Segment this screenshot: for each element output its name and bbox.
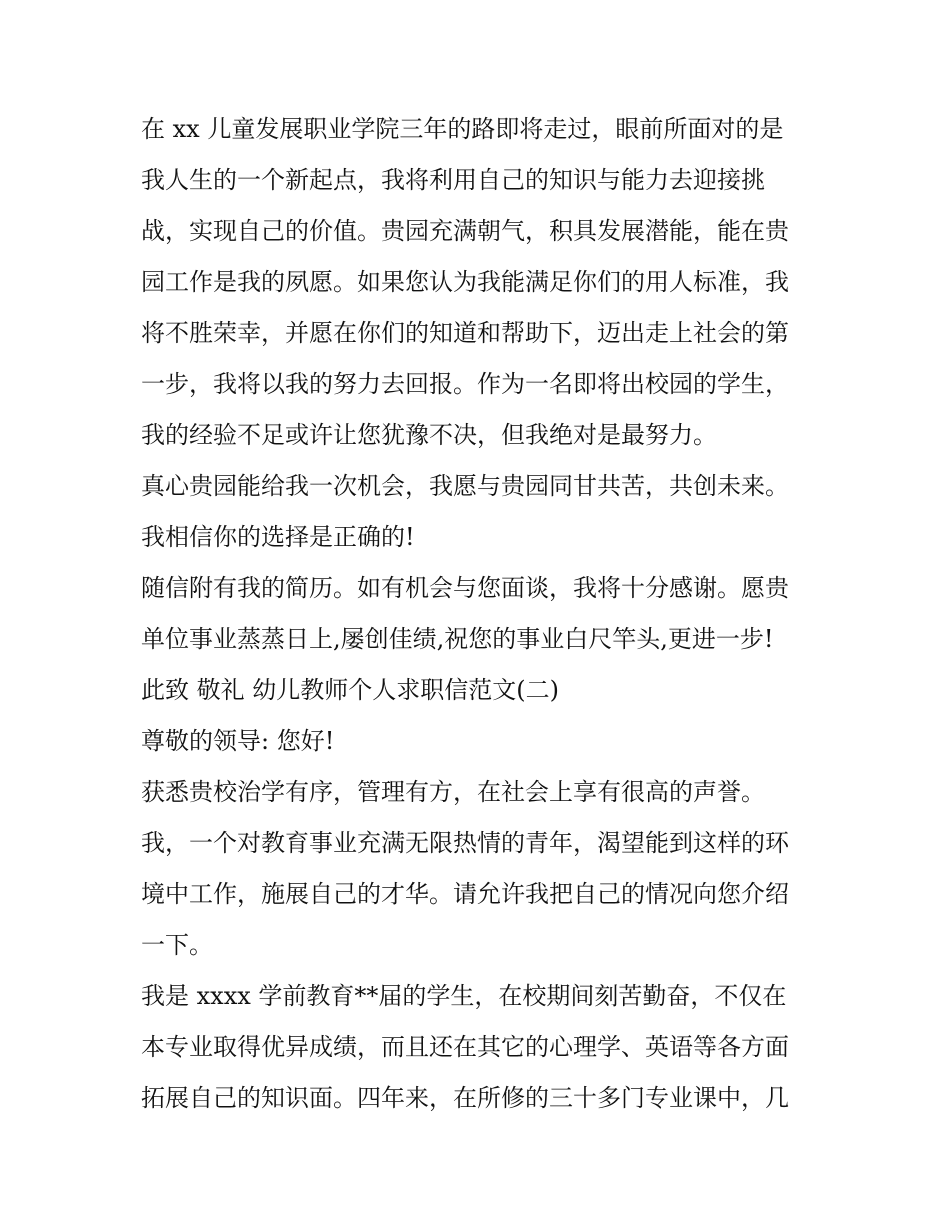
text-line: 战，实现自己的价值。贵园充满朝气，积具发展潜能，能在贵: [141, 217, 789, 245]
text-line: 尊敬的领导: 您好!: [141, 727, 335, 755]
document-body: [141, 104, 813, 1124]
text-line: 我人生的一个新起点，我将利用自己的知识与能力去迎接挑: [141, 166, 765, 194]
text-line: 我相信你的选择是正确的!: [141, 523, 415, 551]
text-line: 真心贵园能给我一次机会，我愿与贵园同甘共苦，共创未来。: [141, 472, 789, 500]
text-line: 此致 敬礼 幼儿教师个人求职信范文(二): [141, 676, 559, 704]
text-line: 我，一个对教育事业充满无限热情的青年，渴望能到这样的环: [141, 829, 789, 857]
text-line: 将不胜荣幸，并愿在你们的知道和帮助下，迈出走上社会的第: [141, 319, 789, 347]
text-line: 园工作是我的夙愿。如果您认为我能满足你们的用人标准，我: [141, 268, 789, 296]
text-line: 我是 xxxx 学前教育**届的学生，在校期间刻苦勤奋，不仅在: [141, 982, 787, 1010]
text-line: 我的经验不足或许让您犹豫不决，但我绝对是最努力。: [141, 421, 717, 449]
text-line: 拓展自己的知识面。四年来，在所修的三十多门专业课中，几: [141, 1084, 789, 1112]
text-line: 在 xx 儿童发展职业学院三年的路即将走过，眼前所面对的是: [141, 115, 784, 143]
text-line: 本专业取得优异成绩，而且还在其它的心理学、英语等各方面: [141, 1033, 789, 1061]
text-line: 境中工作，施展自己的才华。请允许我把自己的情况向您介绍: [141, 880, 789, 908]
text-line: 单位事业蒸蒸日上,屡创佳绩,祝您的事业白尺竿头,更进一步!: [141, 625, 774, 653]
text-line: 获悉贵校治学有序，管理有方，在社会上享有很高的声誉。: [141, 778, 765, 806]
text-line: 一步，我将以我的努力去回报。作为一名即将出校园的学生，: [141, 370, 789, 398]
text-line: 一下。: [141, 931, 213, 959]
text-line: 随信附有我的简历。如有机会与您面谈，我将十分感谢。愿贵: [141, 574, 789, 602]
